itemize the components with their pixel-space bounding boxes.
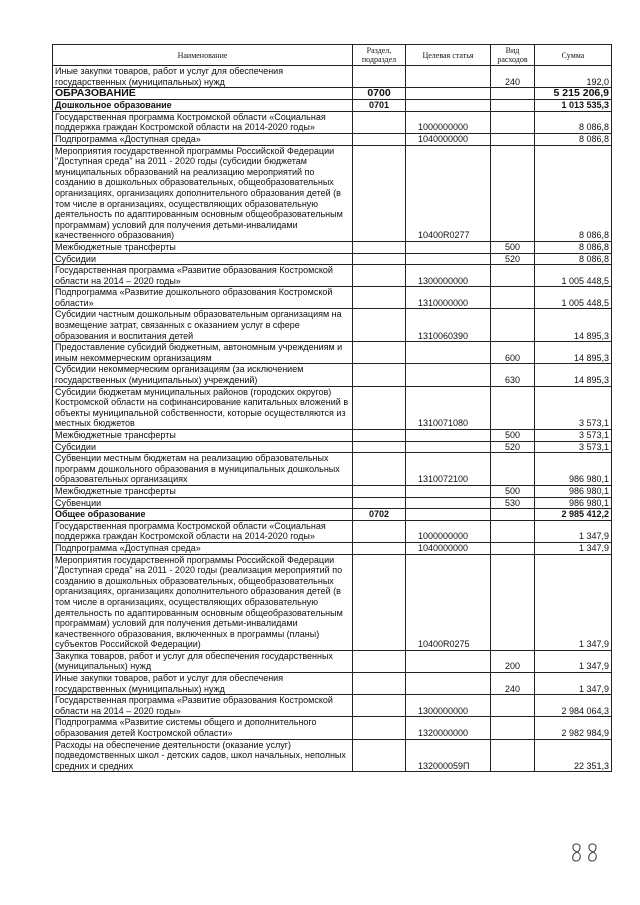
- cell-article: [406, 241, 491, 253]
- cell-name: Субвенции: [53, 497, 353, 509]
- cell-name: Подпрограмма «Развитие системы общего и дополнительного образования детей Костромской области»: [53, 717, 353, 739]
- cell-article: [406, 253, 491, 265]
- table-row: [53, 309, 612, 342]
- cell-sum: 1 347,9: [535, 650, 612, 672]
- table-row: [53, 509, 612, 521]
- cell-article: 1040000000: [406, 133, 491, 145]
- cell-section: [353, 145, 406, 241]
- cell-article: 1310000000: [406, 287, 491, 309]
- cell-section: [353, 441, 406, 453]
- cell-expense: [491, 554, 535, 650]
- cell-article: 1320000000: [406, 717, 491, 739]
- cell-article: 1040000000: [406, 542, 491, 554]
- cell-article: 1310072100: [406, 453, 491, 486]
- cell-expense: [491, 520, 535, 542]
- cell-section: [353, 673, 406, 695]
- cell-article: 1310071080: [406, 386, 491, 429]
- table-body: [53, 66, 612, 772]
- table-row: [53, 145, 612, 241]
- cell-expense: [491, 386, 535, 429]
- cell-name: Субсидии некоммерческим организациям (за исключением государственных (муниципальных) учреждений): [53, 364, 353, 386]
- table-row: [53, 430, 612, 442]
- cell-sum: 8 086,8: [535, 241, 612, 253]
- cell-expense: 500: [491, 485, 535, 497]
- table-row: [53, 453, 612, 486]
- cell-section: 0702: [353, 509, 406, 521]
- cell-expense: 240: [491, 673, 535, 695]
- cell-section: [353, 542, 406, 554]
- table-row: [53, 364, 612, 386]
- cell-sum: 1 005 448,5: [535, 287, 612, 309]
- cell-name: Расходы на обеспечение деятельности (оказание услуг) подведомственных школ - детских садов, школ начальных, неполных средних и средних: [53, 739, 353, 772]
- cell-sum: 3 573,1: [535, 441, 612, 453]
- cell-section: [353, 133, 406, 145]
- cell-article: [406, 650, 491, 672]
- table-row: [53, 542, 612, 554]
- cell-expense: 520: [491, 441, 535, 453]
- cell-expense: 200: [491, 650, 535, 672]
- table-row: [53, 739, 612, 772]
- cell-sum: 2 982 984,9: [535, 717, 612, 739]
- table-row: [53, 695, 612, 717]
- cell-name: Предоставление субсидий бюджетным, автономным учреждениям и иным некоммерческим организациям: [53, 342, 353, 364]
- cell-section: [353, 717, 406, 739]
- cell-name: Государственная программа Костромской области «Социальная поддержка граждан Костромской области на 2014-2020 годы»: [53, 111, 353, 133]
- cell-expense: [491, 265, 535, 287]
- table-row: [53, 253, 612, 265]
- cell-article: [406, 88, 491, 100]
- cell-article: [406, 364, 491, 386]
- table-row: [53, 386, 612, 429]
- cell-expense: [491, 695, 535, 717]
- header-article: Целевая статья: [406, 45, 491, 66]
- cell-section: [353, 253, 406, 265]
- cell-name: Закупка товаров, работ и услуг для обеспечения государственных (муниципальных) нужд: [53, 650, 353, 672]
- cell-name: Иные закупки товаров, работ и услуг для обеспечения государственных (муниципальных) нужд: [53, 66, 353, 88]
- table-header-row: [53, 45, 612, 66]
- cell-expense: [491, 133, 535, 145]
- table-row: [53, 287, 612, 309]
- cell-expense: [491, 542, 535, 554]
- cell-sum: 192,0: [535, 66, 612, 88]
- cell-article: [406, 441, 491, 453]
- cell-sum: 5 215 206,9: [535, 88, 612, 100]
- cell-sum: 3 573,1: [535, 430, 612, 442]
- cell-expense: 630: [491, 364, 535, 386]
- cell-sum: 8 086,8: [535, 133, 612, 145]
- cell-section: [353, 111, 406, 133]
- cell-section: 0700: [353, 88, 406, 100]
- cell-article: [406, 485, 491, 497]
- table-row: [53, 520, 612, 542]
- cell-expense: [491, 88, 535, 100]
- cell-article: 1300000000: [406, 695, 491, 717]
- table-row: [53, 650, 612, 672]
- cell-section: 0701: [353, 100, 406, 112]
- cell-sum: 986 980,1: [535, 497, 612, 509]
- cell-sum: 1 347,9: [535, 554, 612, 650]
- cell-name: Государственная программа Костромской области «Социальная поддержка граждан Костромской области на 2014-2020 годы»: [53, 520, 353, 542]
- cell-section: [353, 520, 406, 542]
- cell-sum: 1 005 448,5: [535, 265, 612, 287]
- table-row: [53, 241, 612, 253]
- cell-expense: [491, 145, 535, 241]
- header-sum: Сумма: [535, 45, 612, 66]
- header-section: Раздел, подраздел: [353, 45, 406, 66]
- cell-expense: 600: [491, 342, 535, 364]
- cell-expense: 520: [491, 253, 535, 265]
- table-row: [53, 497, 612, 509]
- cell-sum: 14 895,3: [535, 309, 612, 342]
- cell-section: [353, 342, 406, 364]
- cell-section: [353, 386, 406, 429]
- cell-article: 1300000000: [406, 265, 491, 287]
- cell-expense: 530: [491, 497, 535, 509]
- cell-sum: 8 086,8: [535, 253, 612, 265]
- cell-section: [353, 739, 406, 772]
- cell-name: Межбюджетные трансферты: [53, 430, 353, 442]
- table-row: [53, 717, 612, 739]
- cell-section: [353, 497, 406, 509]
- cell-name: Субсидии: [53, 441, 353, 453]
- cell-section: [353, 287, 406, 309]
- cell-name: Мероприятия государственной программы Российской Федерации "Доступная среда" на 2011 - 2020 годы (субсидии бюджетам муниципальных образований на реализацию мероприятий по созданию в дошкольных образовательных, общеобразовательных организациях, организациях дополнительного образования детей (в том числе в организациях, осуществляющих образовательную деятельность по адаптированным основным общеобразовательным программам) условий для получения детьми-инвалидами качественного образования): [53, 145, 353, 241]
- cell-sum: 14 895,3: [535, 342, 612, 364]
- cell-article: 1000000000: [406, 111, 491, 133]
- cell-name: Межбюджетные трансферты: [53, 241, 353, 253]
- cell-article: 132000059П: [406, 739, 491, 772]
- table-row: [53, 265, 612, 287]
- cell-sum: 1 347,9: [535, 673, 612, 695]
- cell-name: Иные закупки товаров, работ и услуг для обеспечения государственных (муниципальных) нужд: [53, 673, 353, 695]
- cell-section: [353, 554, 406, 650]
- cell-expense: [491, 453, 535, 486]
- table-row: [53, 342, 612, 364]
- cell-section: [353, 485, 406, 497]
- cell-article: 1000000000: [406, 520, 491, 542]
- cell-sum: 8 086,8: [535, 145, 612, 241]
- cell-sum: 2 984 064,3: [535, 695, 612, 717]
- table-row: [53, 554, 612, 650]
- table-row: [53, 100, 612, 112]
- cell-sum: 2 985 412,2: [535, 509, 612, 521]
- budget-table-sheet: [52, 44, 611, 772]
- cell-sum: 3 573,1: [535, 386, 612, 429]
- cell-name: Дошкольное образование: [53, 100, 353, 112]
- cell-name: Субсидии: [53, 253, 353, 265]
- cell-name: Субсидии бюджетам муниципальных районов (городских округов) Костромской области на софинансирование капитальных вложений в объекты муниципальной собственности, которые осуществляются из местных бюджетов: [53, 386, 353, 429]
- table-row: [53, 111, 612, 133]
- cell-article: 10400R0277: [406, 145, 491, 241]
- cell-article: [406, 100, 491, 112]
- cell-sum: 22 351,3: [535, 739, 612, 772]
- cell-name: Государственная программа «Развитие образования Костромской области на 2014 – 2020 годы»: [53, 265, 353, 287]
- cell-expense: [491, 309, 535, 342]
- cell-section: [353, 695, 406, 717]
- table-row: [53, 88, 612, 100]
- cell-article: 10400R0275: [406, 554, 491, 650]
- cell-name: Мероприятия государственной программы Российской Федерации "Доступная среда" на 2011 - 2020 годы (реализация мероприятий по созданию в дошкольных образовательных, общеобразовательных организациях, организациях дополнительного образования детей (в том числе в организациях, осуществляющих образовательную деятельность по адаптированным основным общеобразовательным программам) условий для получения детьми-инвалидами качественного образования, включенных в программы (планы) субъектов Российской Федерации): [53, 554, 353, 650]
- cell-sum: 14 895,3: [535, 364, 612, 386]
- header-name: Наименование: [53, 45, 353, 66]
- cell-expense: 500: [491, 241, 535, 253]
- cell-article: [406, 673, 491, 695]
- cell-name: Субвенции местным бюджетам на реализацию образовательных программ дошкольного образования в муниципальных дошкольных образовательных организациях: [53, 453, 353, 486]
- cell-expense: [491, 509, 535, 521]
- table-row: [53, 441, 612, 453]
- cell-name: Подпрограмма «Доступная среда»: [53, 542, 353, 554]
- cell-name: Межбюджетные трансферты: [53, 485, 353, 497]
- table-row: [53, 133, 612, 145]
- cell-section: [353, 265, 406, 287]
- cell-name: Общее образование: [53, 509, 353, 521]
- table-row: [53, 673, 612, 695]
- cell-article: [406, 430, 491, 442]
- cell-expense: [491, 739, 535, 772]
- cell-sum: 986 980,1: [535, 453, 612, 486]
- handwritten-page-number: [568, 840, 608, 864]
- cell-section: [353, 453, 406, 486]
- cell-name: Подпрограмма «Развитие дошкольного образования Костромской области»: [53, 287, 353, 309]
- cell-sum: 1 347,9: [535, 542, 612, 554]
- cell-article: 1310060390: [406, 309, 491, 342]
- cell-sum: 8 086,8: [535, 111, 612, 133]
- cell-section: [353, 650, 406, 672]
- cell-sum: 1 013 535,3: [535, 100, 612, 112]
- cell-name: Подпрограмма «Доступная среда»: [53, 133, 353, 145]
- cell-article: [406, 342, 491, 364]
- cell-section: [353, 66, 406, 88]
- cell-section: [353, 241, 406, 253]
- cell-section: [353, 364, 406, 386]
- cell-article: [406, 66, 491, 88]
- cell-expense: 240: [491, 66, 535, 88]
- budget-table: [52, 44, 612, 772]
- cell-article: [406, 509, 491, 521]
- cell-sum: 986 980,1: [535, 485, 612, 497]
- table-row: [53, 485, 612, 497]
- cell-expense: [491, 111, 535, 133]
- cell-expense: [491, 100, 535, 112]
- cell-section: [353, 309, 406, 342]
- cell-section: [353, 430, 406, 442]
- cell-name: ОБРАЗОВАНИЕ: [53, 88, 353, 100]
- cell-name: Субсидии частным дошкольным образовательным организациям на возмещение затрат, связанных с оказанием услуг в сфере образования и воспитания детей: [53, 309, 353, 342]
- cell-name: Государственная программа «Развитие образования Костромской области на 2014 – 2020 годы»: [53, 695, 353, 717]
- cell-article: [406, 497, 491, 509]
- header-expense: Вид расходов: [491, 45, 535, 66]
- cell-expense: 500: [491, 430, 535, 442]
- cell-expense: [491, 287, 535, 309]
- cell-sum: 1 347,9: [535, 520, 612, 542]
- cell-expense: [491, 717, 535, 739]
- table-row: [53, 66, 612, 88]
